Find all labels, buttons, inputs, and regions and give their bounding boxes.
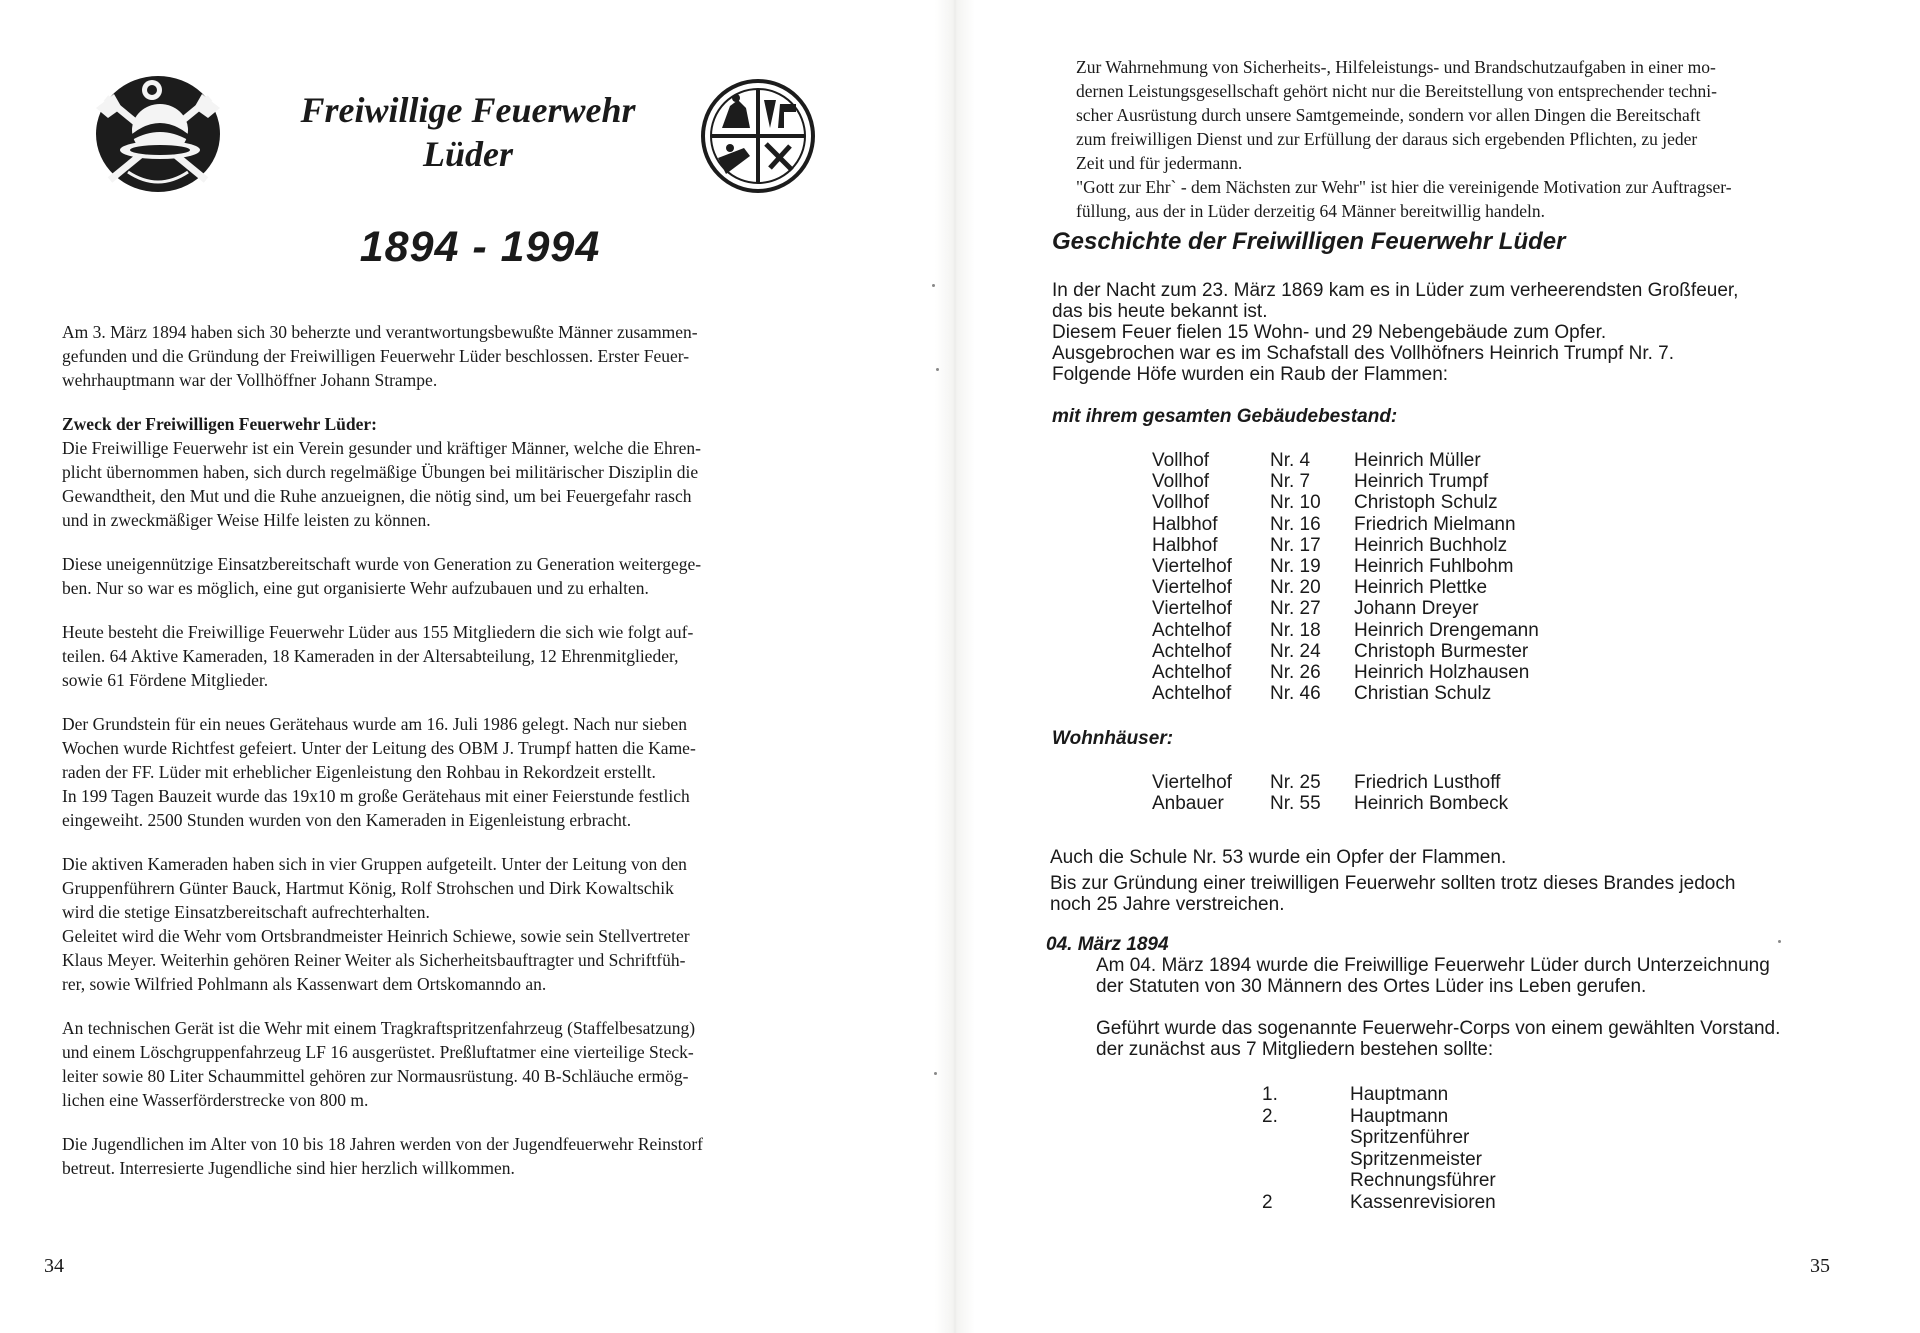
paragraph-founding xyxy=(62,320,812,392)
farm-number: Nr. 4 xyxy=(1270,450,1311,471)
paragraph-members xyxy=(62,620,812,692)
farm-owner: Heinrich Buchholz xyxy=(1354,534,1508,556)
text-line: Auch die Schule Nr. 53 wurde ein Opfer der Flammen. xyxy=(1050,847,1507,868)
farm-type: Achtelhof xyxy=(1152,619,1232,641)
text-line: An technischen Gerät ist die Wehr mit einem Tragkraftspritzenfahrzeug (Staffelbesatzung) xyxy=(62,1018,696,1038)
text-line: ben. Nur so war es möglich, eine gut organisierte Wehr aufzubauen und zu erhalten. xyxy=(62,578,649,598)
farm-type: Vollhof xyxy=(1152,450,1210,471)
text-line: wird die stetige Einsatzbereitschaft aufrechterhalten. xyxy=(62,902,430,922)
header-title-line2: Lüder xyxy=(423,134,513,174)
text-line: wehrhauptmann war der Vollhöffner Johann Strampe. xyxy=(62,370,438,390)
farm-type: Halbhof xyxy=(1152,534,1218,556)
fire-brigade-quartered-seal-icon xyxy=(700,78,816,194)
paragraph-generations xyxy=(62,552,812,600)
purpose-heading: Zweck der Freiwilligen Feuerwehr Lüder: xyxy=(62,414,377,434)
text-line: das bis heute bekannt ist. xyxy=(1052,301,1268,322)
farm-type: Viertelhof xyxy=(1152,556,1232,578)
paragraph-groups xyxy=(62,852,812,996)
farm-type: Achtelhof xyxy=(1152,662,1232,684)
farms-table xyxy=(1152,450,1539,704)
fire-helmet-axes-emblem-icon xyxy=(88,68,228,198)
text-line: Am 04. März 1894 wurde die Freiwillige Feuerwehr Lüder durch Unterzeichnung xyxy=(1096,955,1770,976)
text-line: Die Freiwillige Feuerwehr ist ein Verein gesunder und kräftiger Männer, welche die Ehren- xyxy=(62,438,701,458)
list-item xyxy=(1262,1192,1496,1214)
board-number xyxy=(1262,1127,1350,1149)
farm-type: Viertelhof xyxy=(1152,598,1232,620)
farm-owner: Christoph Burmester xyxy=(1354,640,1529,662)
houses-heading: Wohnhäuser: xyxy=(1052,728,1174,749)
text-line: Wochen wurde Richtfest gefeiert. Unter der Leitung des OBM J. Trumpf hatten die Kame- xyxy=(62,738,696,758)
scan-speck xyxy=(932,284,935,287)
houses-table xyxy=(1152,772,1508,814)
table-row xyxy=(1152,514,1539,535)
table-row xyxy=(1152,471,1539,492)
text-line: noch 25 Jahre verstreichen. xyxy=(1050,894,1285,915)
house-owner: Heinrich Bombeck xyxy=(1354,793,1509,815)
text-line: füllung, aus der in Lüder derzeitig 64 Männer bereitwillig handeln. xyxy=(1076,201,1545,221)
text-line: und in zweckmäßiger Weise Hilfe leisten zu können. xyxy=(62,510,431,530)
farm-number: Nr. 24 xyxy=(1270,640,1321,662)
table-row xyxy=(1152,450,1539,471)
text-line: Bis zur Gründung einer treiwilligen Feuerwehr sollten trotz dieses Brandes jedoch xyxy=(1050,873,1736,894)
text-line: Klaus Meyer. Weiterhin gehören Reiner Weiter als Sicherheitsbauftragter und Schriftfüh- xyxy=(62,950,686,970)
header-title-line1: Freiwillige Feuerwehr xyxy=(300,90,636,130)
table-row xyxy=(1152,683,1539,704)
text-line: Folgende Höfe wurden ein Raub der Flammen: xyxy=(1052,364,1449,385)
text-line: teilen. 64 Aktive Kameraden, 18 Kameraden in der Altersabteilung, 12 Ehrenmitglieder, xyxy=(62,646,679,666)
text-line: dernen Leistungsgesellschaft gehört nicht nur die Bereitstellung von entsprechender techni- xyxy=(1076,81,1717,101)
text-line: rer, sowie Wilfried Pohlmann als Kassenwart dem Ortskomanndo an. xyxy=(62,974,547,994)
list-item xyxy=(1262,1106,1496,1128)
text-line: zum freiwilligen Dienst und zur Erfüllung der daraus sich ergebenden Pflichten, zu jeder xyxy=(1076,129,1698,149)
board-role: Spritzenmeister xyxy=(1350,1148,1482,1170)
house-type: Anbauer xyxy=(1152,793,1224,815)
text-line: lichen eine Wasserförderstrecke von 800 m. xyxy=(62,1090,369,1110)
table-row xyxy=(1152,492,1539,513)
text-line: betreut. Interresierte Jugendliche sind hier herzlich willkommen. xyxy=(62,1158,515,1178)
board-number xyxy=(1262,1170,1350,1192)
text-line: Gewandtheit, den Mut und die Ruhe anzueignen, die nötig sind, um bei Feuergefahr rasch xyxy=(62,486,692,506)
board-number xyxy=(1262,1149,1350,1171)
text-line: Geleitet wird die Wehr vom Ortsbrandmeister Heinrich Schiewe, sowie sein Stellvertreter xyxy=(62,926,690,946)
page-number-left: 34 xyxy=(44,1255,64,1277)
text-line: In 199 Tagen Bauzeit wurde das 19x10 m große Gerätehaus mit einer Feierstunde festlich xyxy=(62,786,690,806)
farm-type: Viertelhof xyxy=(1152,577,1232,599)
house-number: Nr. 25 xyxy=(1270,772,1321,793)
farm-owner: Heinrich Trumpf xyxy=(1354,471,1489,493)
text-line: Diese uneigennützige Einsatzbereitschaft wurde von Generation zu Generation weitergege- xyxy=(62,554,702,574)
anniversary-years: 1894 - 1994 xyxy=(359,223,601,271)
table-row xyxy=(1152,598,1539,619)
paragraph-firehouse xyxy=(62,712,812,832)
farm-number: Nr. 26 xyxy=(1270,662,1321,684)
right-intro-text xyxy=(1076,55,1856,223)
house-owner: Friedrich Lusthoff xyxy=(1354,772,1501,793)
board-number: 1. xyxy=(1262,1084,1278,1105)
board-role: Hauptmann xyxy=(1350,1084,1449,1105)
school-paragraph xyxy=(1050,847,1735,915)
text-line: Heute besteht die Freiwillige Feuerwehr Lüder aus 155 Mitgliedern die sich wie folgt auf- xyxy=(62,622,694,642)
history-heading: Geschichte der Freiwilligen Feuerwehr Lüder xyxy=(1052,228,1566,255)
left-page xyxy=(0,0,955,1333)
table-row xyxy=(1152,772,1508,793)
text-line: der zunächst aus 7 Mitgliedern bestehen sollte: xyxy=(1096,1039,1494,1060)
house-number: Nr. 55 xyxy=(1270,793,1321,815)
farm-owner: Christoph Schulz xyxy=(1354,492,1498,514)
farm-owner: Heinrich Müller xyxy=(1354,450,1481,471)
farm-number: Nr. 16 xyxy=(1270,513,1321,535)
text-line: und einem Löschgruppenfahrzeug LF 16 ausgerüstet. Preßluftatmer eine vierteilige Steck- xyxy=(62,1042,694,1062)
farm-number: Nr. 18 xyxy=(1270,619,1321,641)
text-line: scher Ausrüstung durch unsere Samtgemeinde, sondern vor allen Dingen die Bereitschaft xyxy=(1076,105,1701,125)
text-line: sowie 61 Fördene Mitglieder. xyxy=(62,670,269,690)
house-type: Viertelhof xyxy=(1152,772,1232,793)
farm-type: Achtelhof xyxy=(1152,640,1232,662)
text-line: Zur Wahrnehmung von Sicherheits-, Hilfeleistungs- und Brandschutzaufgaben in einer mo- xyxy=(1076,57,1716,77)
paragraph-equipment xyxy=(62,1016,812,1112)
farm-owner: Friedrich Mielmann xyxy=(1354,513,1516,535)
farm-type: Vollhof xyxy=(1152,492,1210,514)
farm-number: Nr. 19 xyxy=(1270,556,1321,578)
farm-number: Nr. 20 xyxy=(1270,577,1321,599)
farm-owner: Heinrich Holzhausen xyxy=(1354,662,1530,684)
farm-owner: Heinrich Fuhlbohm xyxy=(1354,556,1514,578)
great-fire-paragraph xyxy=(1052,280,1872,385)
farm-type: Achtelhof xyxy=(1152,683,1232,705)
table-row xyxy=(1152,641,1539,662)
farms-heading: mit ihrem gesamten Gebäudebestand: xyxy=(1052,406,1398,427)
farm-number: Nr. 17 xyxy=(1270,534,1321,556)
farm-owner: Heinrich Plettke xyxy=(1354,577,1488,599)
page-number-right: 35 xyxy=(1810,1255,1830,1277)
board-list xyxy=(1262,1084,1496,1213)
board-role: Spritzenführer xyxy=(1350,1127,1470,1148)
list-item xyxy=(1262,1127,1496,1149)
board-role: Kassenrevisioren xyxy=(1350,1191,1496,1213)
list-item xyxy=(1262,1149,1496,1171)
table-row xyxy=(1152,577,1539,598)
founding-paragraph xyxy=(1096,955,1770,997)
corps-paragraph xyxy=(1096,1018,1780,1060)
text-line: Der Grundstein für ein neues Gerätehaus wurde am 16. Juli 1986 gelegt. Nach nur sieben xyxy=(62,714,687,734)
farm-number: Nr. 10 xyxy=(1270,492,1321,514)
table-row xyxy=(1152,793,1508,814)
text-line: Die aktiven Kameraden haben sich in vier Gruppen aufgeteilt. Unter der Leitung von den xyxy=(62,854,687,874)
farm-number: Nr. 27 xyxy=(1270,598,1321,620)
text-line: raden der FF. Lüder mit erheblicher Eigenleistung den Rohbau in Rekordzeit erstellt. xyxy=(62,762,656,782)
paragraph-youth xyxy=(62,1132,812,1180)
paragraph-purpose xyxy=(62,412,812,532)
farm-owner: Johann Dreyer xyxy=(1354,598,1479,620)
text-line: eingeweiht. 2500 Stunden wurden von den Kameraden in Eigenleistung erbracht. xyxy=(62,810,632,830)
text-line: Ausgebrochen war es im Schafstall des Vollhöfners Heinrich Trumpf Nr. 7. xyxy=(1052,343,1675,364)
table-row xyxy=(1152,662,1539,683)
text-line: In der Nacht zum 23. März 1869 kam es in Lüder zum verheerendsten Großfeuer, xyxy=(1052,280,1739,301)
board-role: Hauptmann xyxy=(1350,1105,1449,1127)
text-line: plicht übernommen haben, sich durch regelmäßige Übungen bei militärischer Disziplin die xyxy=(62,462,699,482)
scan-speck xyxy=(934,1072,937,1075)
text-line: der Statuten von 30 Männern des Ortes Lüder ins Leben gerufen. xyxy=(1096,976,1647,997)
farm-number: Nr. 7 xyxy=(1270,471,1311,493)
scan-speck xyxy=(936,368,939,371)
farm-type: Halbhof xyxy=(1152,513,1218,535)
farm-owner: Heinrich Drengemann xyxy=(1354,619,1539,641)
farm-number: Nr. 46 xyxy=(1270,683,1321,705)
table-row xyxy=(1152,535,1539,556)
text-line: gefunden und die Gründung der Freiwilligen Feuerwehr Lüder beschlossen. Erster Feuer- xyxy=(62,346,690,366)
text-line: Diesem Feuer fielen 15 Wohn- und 29 Nebengebäude zum Opfer. xyxy=(1052,322,1607,343)
board-number: 2. xyxy=(1262,1105,1278,1127)
left-body-text xyxy=(62,320,812,1200)
board-number: 2 xyxy=(1262,1191,1273,1213)
text-line: leiter sowie 80 Liter Schaummittel gehören zur Normausrüstung. 40 B-Schläuche ermög- xyxy=(62,1066,689,1086)
board-role: Rechnungsführer xyxy=(1350,1170,1496,1191)
text-line: "Gott zur Ehr` - dem Nächsten zur Wehr" ist hier die vereinigende Motivation zur Auftragser- xyxy=(1076,177,1732,197)
founding-date-heading: 04. März 1894 xyxy=(1046,934,1169,955)
text-line: Die Jugendlichen im Alter von 10 bis 18 Jahren werden von der Jugendfeuerwehr Reinstorf xyxy=(62,1134,704,1154)
list-item xyxy=(1262,1084,1496,1106)
header-title xyxy=(258,88,678,176)
farm-type: Vollhof xyxy=(1152,471,1210,493)
text-line: Gruppenführern Günter Bauck, Hartmut König, Rolf Strohschen und Dirk Kowaltschik xyxy=(62,878,674,898)
table-row xyxy=(1152,556,1539,577)
table-row xyxy=(1152,620,1539,641)
farm-owner: Christian Schulz xyxy=(1354,683,1492,705)
text-line: Zeit und für jedermann. xyxy=(1076,153,1243,173)
text-line: Am 3. März 1894 haben sich 30 beherzte und verantwortungsbewußte Männer zusammen- xyxy=(62,322,698,342)
text-line: Geführt wurde das sogenannte Feuerwehr-Corps von einem gewählten Vorstand. xyxy=(1096,1018,1781,1039)
list-item xyxy=(1262,1170,1496,1192)
scan-speck xyxy=(1778,940,1781,943)
